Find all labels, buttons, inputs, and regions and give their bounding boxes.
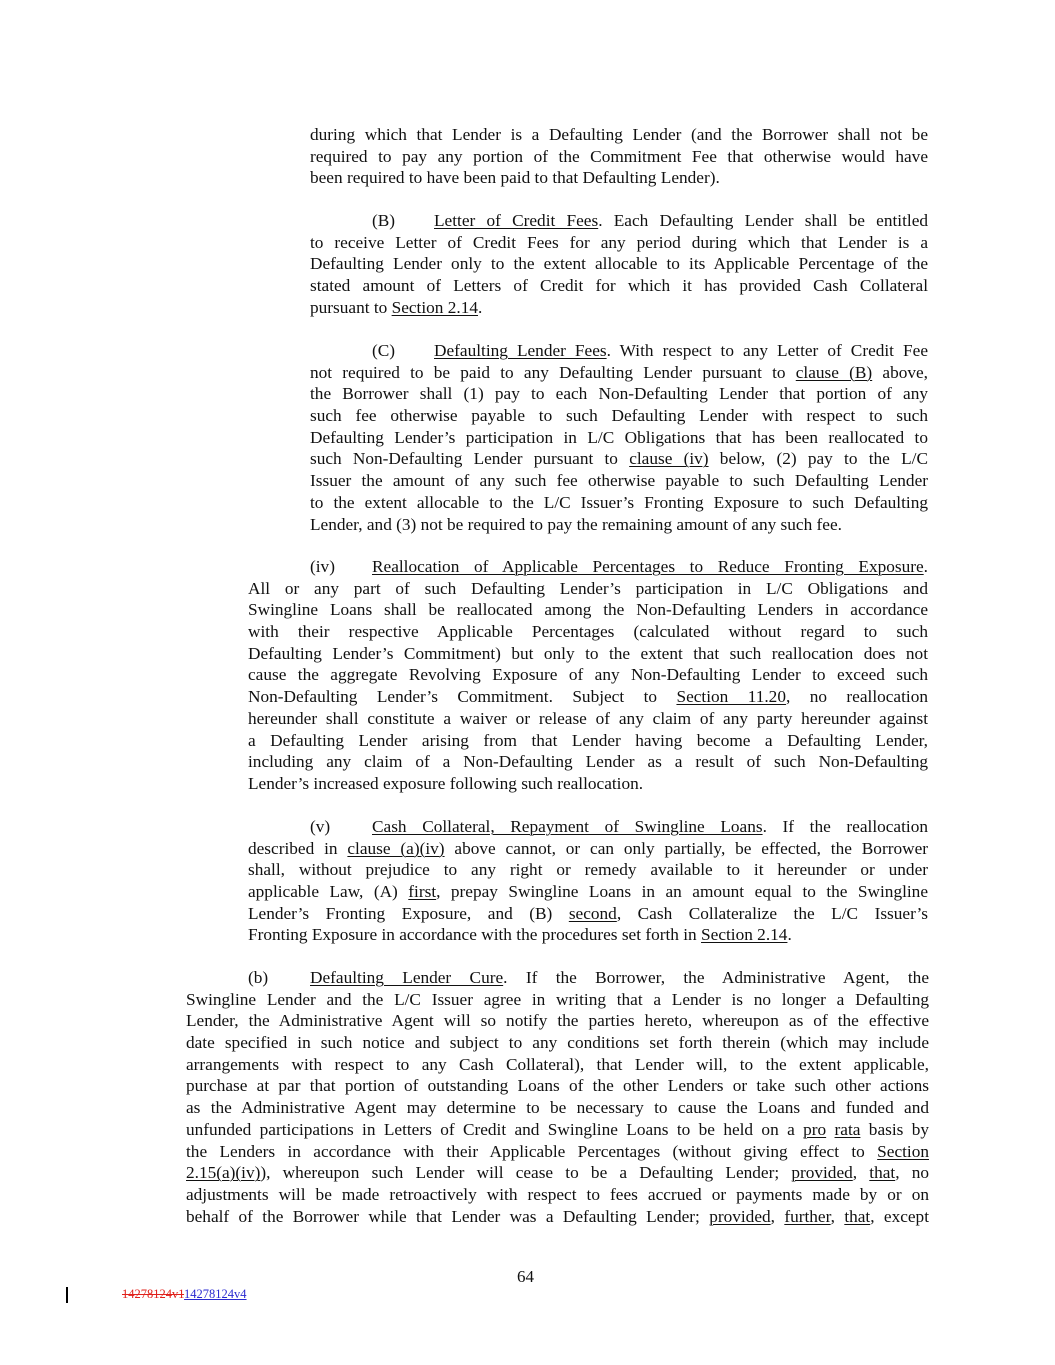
text-line [310, 514, 928, 536]
clause-label: (C) [372, 341, 396, 360]
text-segment: Lender’s increased exposure following such reallocation. [248, 773, 644, 793]
text-segment: ), whereupon such Lender will cease to be a Defaulting Lender; [260, 1163, 792, 1183]
text-segment: stated amount of Letters of Credit for which it has provided Cash Collateral [310, 276, 928, 296]
text-line [310, 232, 928, 254]
text-line [248, 556, 928, 578]
clause-label: (B) [372, 211, 396, 230]
text-line [186, 1032, 929, 1054]
text-segment: date specified in such notice and subject to any conditions set forth therein (which may include [186, 1033, 929, 1053]
text-line [248, 599, 928, 621]
underlined-reference: Letter of Credit Fees [434, 211, 599, 230]
text-line [248, 816, 928, 838]
text-segment: described in [248, 838, 348, 858]
text-segment: , prepay Swingline Loans in an amount equal to the Swingline [436, 882, 928, 902]
underlined-reference: Defaulting Lender Cure [310, 968, 504, 987]
text-segment: Defaulting Lender only to the extent allocable to its Applicable Percentage of the [310, 254, 928, 274]
paragraph-commitment-fee-continuation [310, 124, 928, 189]
text-segment: , except [870, 1206, 929, 1226]
text-segment: cause the aggregate Revolving Exposure of any Non-Defaulting Lender to exceed such [248, 665, 928, 685]
paragraph-cash-collateral [248, 816, 928, 946]
text-line [310, 427, 928, 449]
text-line [310, 383, 928, 405]
text-line [310, 210, 928, 232]
text-segment: , Cash Collateralize the L/C Issuer’s [616, 903, 929, 923]
clause-label: (iv) [310, 557, 335, 576]
underlined-reference: clause (a)(iv) [347, 838, 445, 858]
text-segment: , [852, 1163, 870, 1183]
underlined-reference: Reallocation of Applicable Percentages to Reduce Fronting Exposure [372, 557, 924, 576]
underlined-reference: Section 11.20 [676, 687, 786, 707]
text-line [248, 881, 928, 903]
text-segment: , no reallocation [785, 687, 928, 707]
text-line [248, 621, 928, 643]
text-segment [826, 1120, 834, 1139]
underlined-reference: Section [877, 1141, 929, 1161]
text-segment: , [830, 1206, 845, 1226]
text-segment: shall, without prejudice to any right or remedy available to it hereunder or under [248, 860, 928, 880]
text-segment: All or any part of such Defaulting Lender’s participation in L/C Obligations and [248, 578, 928, 598]
text-segment: . [923, 557, 928, 576]
text-line [186, 1206, 929, 1228]
document-id-footer [122, 1287, 247, 1302]
text-segment: unfunded participations in Letters of Credit and Swingline Loans to be held on a [186, 1119, 804, 1139]
text-segment: Swingline Lender and the L/C Issuer agree in writing that a Lender is no longer a Defaulting [186, 989, 929, 1009]
text-segment: below, (2) pay to the L/C [708, 449, 928, 469]
underlined-reference: provided [791, 1163, 853, 1183]
text-line [248, 686, 928, 708]
text-segment: Defaulting Lender’s participation in L/C Obligations that has been reallocated to [310, 427, 928, 447]
text-line [248, 708, 928, 730]
text-line [186, 1184, 929, 1206]
paragraph-defaulting-lender-fees [310, 340, 928, 535]
text-line [186, 1010, 929, 1032]
text-segment: required to pay any portion of the Commitment Fee that otherwise would have [310, 146, 928, 166]
text-segment: basis by [860, 1119, 930, 1139]
text-line [186, 1075, 929, 1097]
text-segment: behalf of the Borrower while that Lender was a Defaulting Lender; [186, 1206, 710, 1226]
text-line [186, 1141, 929, 1163]
text-segment: , [770, 1206, 785, 1226]
text-line [310, 340, 928, 362]
text-line [248, 773, 928, 795]
underlined-reference: Cash Collateral, Repayment of Swingline Loans [372, 817, 763, 836]
text-segment: applicable Law, (A) [248, 882, 409, 902]
inserted-doc-id: 14278124v4 [184, 1287, 247, 1301]
underlined-reference: pro [803, 1119, 827, 1139]
text-segment: . [478, 297, 483, 317]
text-segment: the Lenders in accordance with their Applicable Percentages (without giving effect to [186, 1141, 878, 1161]
text-segment: . If the reallocation [762, 817, 928, 836]
underlined-reference: clause (B) [795, 362, 873, 382]
underlined-reference: first [408, 882, 437, 902]
text-segment: as the Administrative Agent may determine to be necessary to cause the Loans and funded and [186, 1098, 929, 1118]
text-line [248, 664, 928, 686]
clause-label: (b) [248, 968, 269, 987]
text-segment: Issuer the amount of any such fee otherwise payable to such Defaulting Lender [310, 471, 928, 491]
text-line [310, 362, 928, 384]
text-segment: with their respective Applicable Percentages (calculated without regard to such [248, 622, 928, 642]
text-line [310, 297, 928, 319]
paragraph-defaulting-lender-cure [186, 967, 929, 1227]
text-segment: Lender’s Fronting Exposure, and (B) [248, 903, 569, 923]
text-line [248, 903, 928, 925]
text-segment: Swingline Loans shall be reallocated among the Non-Defaulting Lenders in accordance [248, 600, 928, 620]
text-line [248, 578, 928, 600]
text-segment: such Non-Defaulting Lender pursuant to [310, 449, 630, 469]
text-segment: been required to have been paid to that Defaulting Lender). [310, 168, 720, 188]
text-line [186, 1119, 929, 1141]
text-line [186, 1097, 929, 1119]
text-line [310, 253, 928, 275]
underlined-reference: second [568, 903, 617, 923]
text-segment: adjustments will be made retroactively with respect to fees accrued or payments made by or on [186, 1184, 929, 1204]
text-segment: purchase at par that portion of outstanding Loans of the other Lenders or take such other actions [186, 1076, 929, 1096]
page-number: 64 [517, 1267, 534, 1286]
text-segment: the Borrower shall (1) pay to each Non-Defaulting Lender that portion of any [310, 384, 928, 404]
text-line [310, 275, 928, 297]
underlined-reference: Section 2.14 [701, 925, 788, 945]
text-segment: Defaulting Lender’s Commitment) but only to the extent that such reallocation does not [248, 643, 928, 663]
text-segment: during which that Lender is a Defaulting Lender (and the Borrower shall not be [310, 125, 928, 144]
text-line [248, 751, 928, 773]
text-line [310, 405, 928, 427]
text-segment: Fronting Exposure in accordance with the procedures set forth in [248, 925, 702, 945]
text-line [248, 643, 928, 665]
text-segment: including any claim of a Non-Defaulting Lender as a result of such Non-Defaulting [248, 752, 928, 772]
text-line [310, 470, 928, 492]
underlined-reference: clause (iv) [629, 449, 709, 469]
text-segment: above, [872, 362, 928, 382]
text-line [186, 967, 929, 989]
text-line [310, 167, 928, 189]
text-segment: , no [895, 1163, 929, 1183]
text-segment: above cannot, or can only partially, be effected, the Borrower [444, 838, 928, 858]
text-line [186, 1054, 929, 1076]
clause-label: (v) [310, 817, 331, 836]
text-line [310, 146, 928, 168]
text-segment: Lender, and (3) not be required to pay the remaining amount of any such fee. [310, 514, 842, 534]
text-line [248, 924, 928, 946]
text-line [248, 838, 928, 860]
text-segment: Non-Defaulting Lender’s Commitment. Subject to [248, 687, 677, 707]
text-segment: . Each Defaulting Lender shall be entitled [598, 211, 929, 230]
underlined-reference: further [784, 1206, 831, 1226]
underlined-reference: rata [834, 1119, 861, 1139]
paragraph-reallocation [248, 556, 928, 795]
text-segment: such fee otherwise payable to such Defaulting Lender with respect to such [310, 406, 928, 426]
text-segment: pursuant to [310, 297, 392, 317]
paragraph-letter-of-credit-fees [310, 210, 928, 318]
text-line [310, 448, 928, 470]
text-line [186, 1162, 929, 1184]
text-segment: hereunder shall constitute a waiver or release of any claim of any party hereunder against [248, 708, 928, 728]
underlined-reference: 2.15(a)(iv) [186, 1163, 261, 1183]
text-segment: a Defaulting Lender arising from that Lender having become a Defaulting Lender, [248, 730, 928, 750]
underlined-reference: provided [709, 1206, 771, 1226]
underlined-reference: Defaulting Lender Fees [434, 341, 607, 360]
text-segment: to the extent allocable to the L/C Issuer’s Fronting Exposure to such Defaulting [310, 492, 928, 512]
text-segment: not required to be paid to any Defaulting Lender pursuant to [310, 362, 796, 382]
text-line [186, 989, 929, 1011]
deleted-doc-id: 14278124v1 [122, 1287, 185, 1301]
text-line [310, 124, 928, 146]
change-bar [66, 1287, 68, 1303]
underlined-reference: that [844, 1206, 871, 1226]
text-segment: Lender, the Administrative Agent will so notify the parties hereto, whereupon as of the effective [186, 1011, 929, 1031]
underlined-reference: that [869, 1163, 896, 1183]
underlined-reference: Section 2.14 [391, 297, 479, 317]
text-line [310, 492, 928, 514]
text-segment: . If the Borrower, the Administrative Agent, the [503, 968, 929, 987]
text-line [248, 730, 928, 752]
text-segment: . [787, 925, 792, 945]
text-segment: to receive Letter of Credit Fees for any period during which that Lender is a [310, 232, 928, 252]
text-segment: arrangements with respect to any Cash Collateral), that Lender will, to the extent applicable, [186, 1054, 929, 1074]
text-line [248, 859, 928, 881]
text-segment: . With respect to any Letter of Credit Fee [606, 341, 928, 360]
